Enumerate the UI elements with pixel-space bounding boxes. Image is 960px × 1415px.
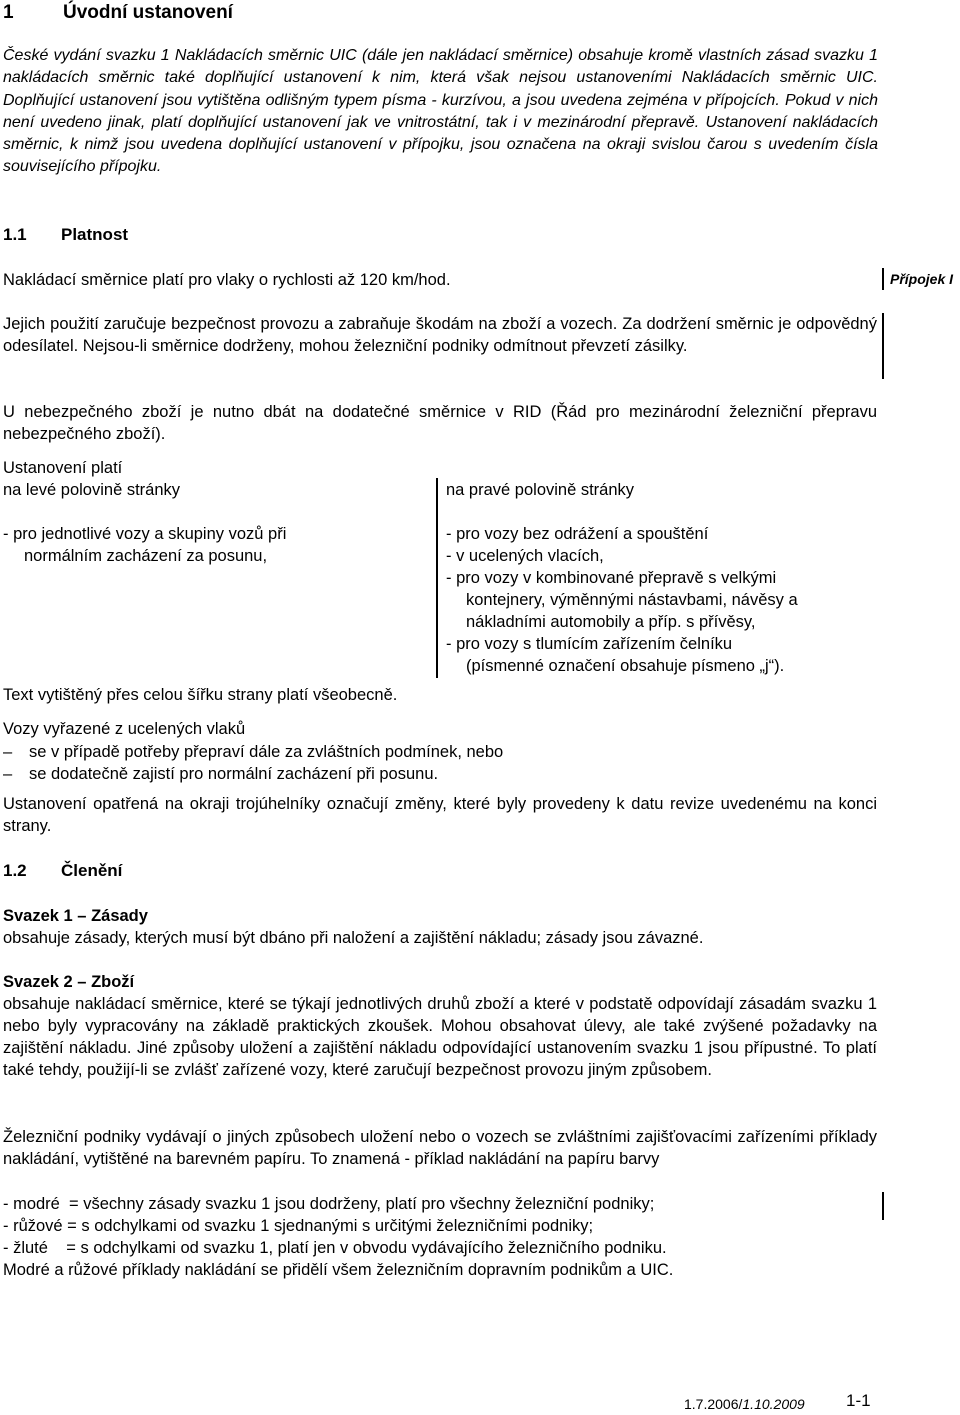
volume-2-title: Svazek 2 – Zboží: [3, 973, 135, 991]
left-list-item: - pro jednotlivé vozy a skupiny vozů při: [3, 525, 287, 543]
triangles-paragraph: Ustanovení opatřená na okraji trojúhelníky označují změny, které byly provedeny k datu revize uvedenému na konci strany.: [3, 795, 877, 835]
right-list-item-cont: (písmenné označení obsahuje písmeno „j“).: [466, 657, 785, 675]
margin-bar: [882, 313, 884, 379]
wagons-list-text: se dodatečně zajistí pro normální zacházení při posunu.: [29, 765, 439, 783]
color-item-pink: - růžové = s odchylkami od svazku 1 sjednanými s určitými železničními podniky;: [3, 1217, 594, 1235]
wagons-list-item: [3, 763, 438, 785]
left-list-item-cont: normálním zacházení za posunu,: [24, 547, 268, 565]
validity-paragraph: Nakládací směrnice platí pro vlaky o rychlosti až 120 km/hod.: [3, 271, 451, 289]
section-title: Členění: [61, 861, 123, 880]
full-width-note: Text vytištěný přes celou šířku strany platí všeobecně.: [3, 686, 398, 704]
footer-revision-date: 1.10.2009: [742, 1396, 805, 1412]
section-title: Úvodní ustanovení: [63, 2, 233, 23]
page-number: 1-1: [846, 1391, 871, 1410]
volume-2-text: obsahuje nakládací směrnice, které se týkají jednotlivých druhů zboží a které v podstatě odpovídají zásadám svazku 1 nebo byly vypracovány na základě praktických zkoušek. Mohou obsahovat úlevy, ale také zvýšené požadavky na zajištění nákladu. Jiné způsoby uložení a zajištění nákladu odpovídající ustanovením svazku 1 jsou přípustné. To platí také tehdy, použijí-li se zvlášť zařízené vozy, které zaručují bezpečnost provozu jiným způsobem.: [3, 995, 877, 1079]
section-1-1-heading: [3, 224, 128, 246]
safety-paragraph: Jejich použití zaručuje bezpečnost provozu a zabraňuje škodám na zboží a vozech. Za dodržení směrnic je odpovědný odesílatel. Nejsou-li směrnice dodrženy, mohou železniční podniky odmítnout převzetí zásilky.: [3, 315, 877, 355]
section-1-heading: [3, 2, 233, 24]
section-1-2-heading: [3, 860, 122, 882]
intro-paragraph: České vydání svazku 1 Nakládacích směrnic UIC (dále jen nakládací směrnice) obsahuje kromě vlastních zásad svazku 1 nakládacích směrnic také doplňující ustanovení k nim, která však nejsou ustanoveními Nakládacích směrnic UIC. Doplňující ustanovení jsou vytištěna odlišným typem písma - kurzívou, a jsou uvedena zejména v přípojcích. Pokud v nich není uvedeno jinak, platí doplňující ustanovení jak ve vnitrostátní, tak i v mezinárodní přepravě. Ustanovení nakládacích směrnic, k nimž jsou uvedena doplňující ustanovení v přípojku, jsou označena na okraji svislou čarou s uvedením čísla souvisejícího přípojku.: [3, 47, 878, 176]
section-number: 1.1: [3, 225, 27, 244]
section-number: 1.2: [3, 861, 27, 880]
right-list-item: - pro vozy bez odrážení a spouštění: [446, 525, 709, 543]
right-list-item: - pro vozy v kombinované přepravě s velkými: [446, 569, 777, 587]
dash-icon: –: [3, 743, 13, 761]
dangerous-goods-paragraph: U nebezpečného zboží je nutno dbát na dodatečné směrnice v RID (Řád pro mezinárodní železniční přepravu nebezpečného zboží).: [3, 403, 877, 443]
right-list-item-cont: kontejnery, výměnnými nástavbami, návěsy a: [466, 591, 798, 609]
right-list-item-cont: nákladními automobily a příp. s přívěsy,: [466, 613, 756, 631]
wagons-list-text: se v případě potřeby přepraví dále za zvláštních podmínek, nebo: [29, 743, 504, 761]
volume-1-text: obsahuje zásady, kterých musí být dbáno při naložení a zajištění nákladu; zásady jsou závazné.: [3, 929, 704, 947]
color-item-blue: - modré = všechny zásady svazku 1 jsou dodrženy, platí pro všechny železniční podniky;: [3, 1195, 655, 1213]
right-list-item: - v ucelených vlacích,: [446, 547, 604, 565]
left-column-head-1: Ustanovení platí: [3, 459, 123, 477]
margin-note: Přípojek I: [890, 271, 954, 287]
margin-bar: [882, 1192, 884, 1220]
wagons-heading: Vozy vyřazené z ucelených vlaků: [3, 720, 246, 738]
railway-examples-paragraph: Železniční podniky vydávají o jiných způsobech uložení nebo o vozech se zvláštními zajišťovacími zařízeními příklady nakládání, vytištěné na barevném papíru. To znamená - příklad nakládání na papíru barvy: [3, 1128, 877, 1168]
section-title: Platnost: [61, 225, 129, 244]
dash-icon: –: [3, 765, 13, 783]
footer-date: [684, 1393, 805, 1415]
margin-bar: [882, 268, 884, 290]
volume-1-title: Svazek 1 – Zásady: [3, 907, 148, 925]
right-column-head: na pravé polovině stránky: [446, 481, 635, 499]
footer-issue-date: 1.7.2006/: [684, 1396, 743, 1412]
right-list-item: - pro vozy s tlumícím zařízením čelníku: [446, 635, 733, 653]
final-paragraph: Modré a růžové příklady nakládání se přidělí všem železničním dopravním podnikům a UIC.: [3, 1261, 674, 1279]
section-number: 1: [3, 2, 14, 23]
column-divider: [436, 478, 438, 678]
wagons-list-item: [3, 741, 503, 763]
color-item-yellow: - žluté = s odchylkami od svazku 1, platí jen v obvodu vydávajícího železničního podniku.: [3, 1239, 667, 1257]
left-column-head-2: na levé polovině stránky: [3, 481, 181, 499]
